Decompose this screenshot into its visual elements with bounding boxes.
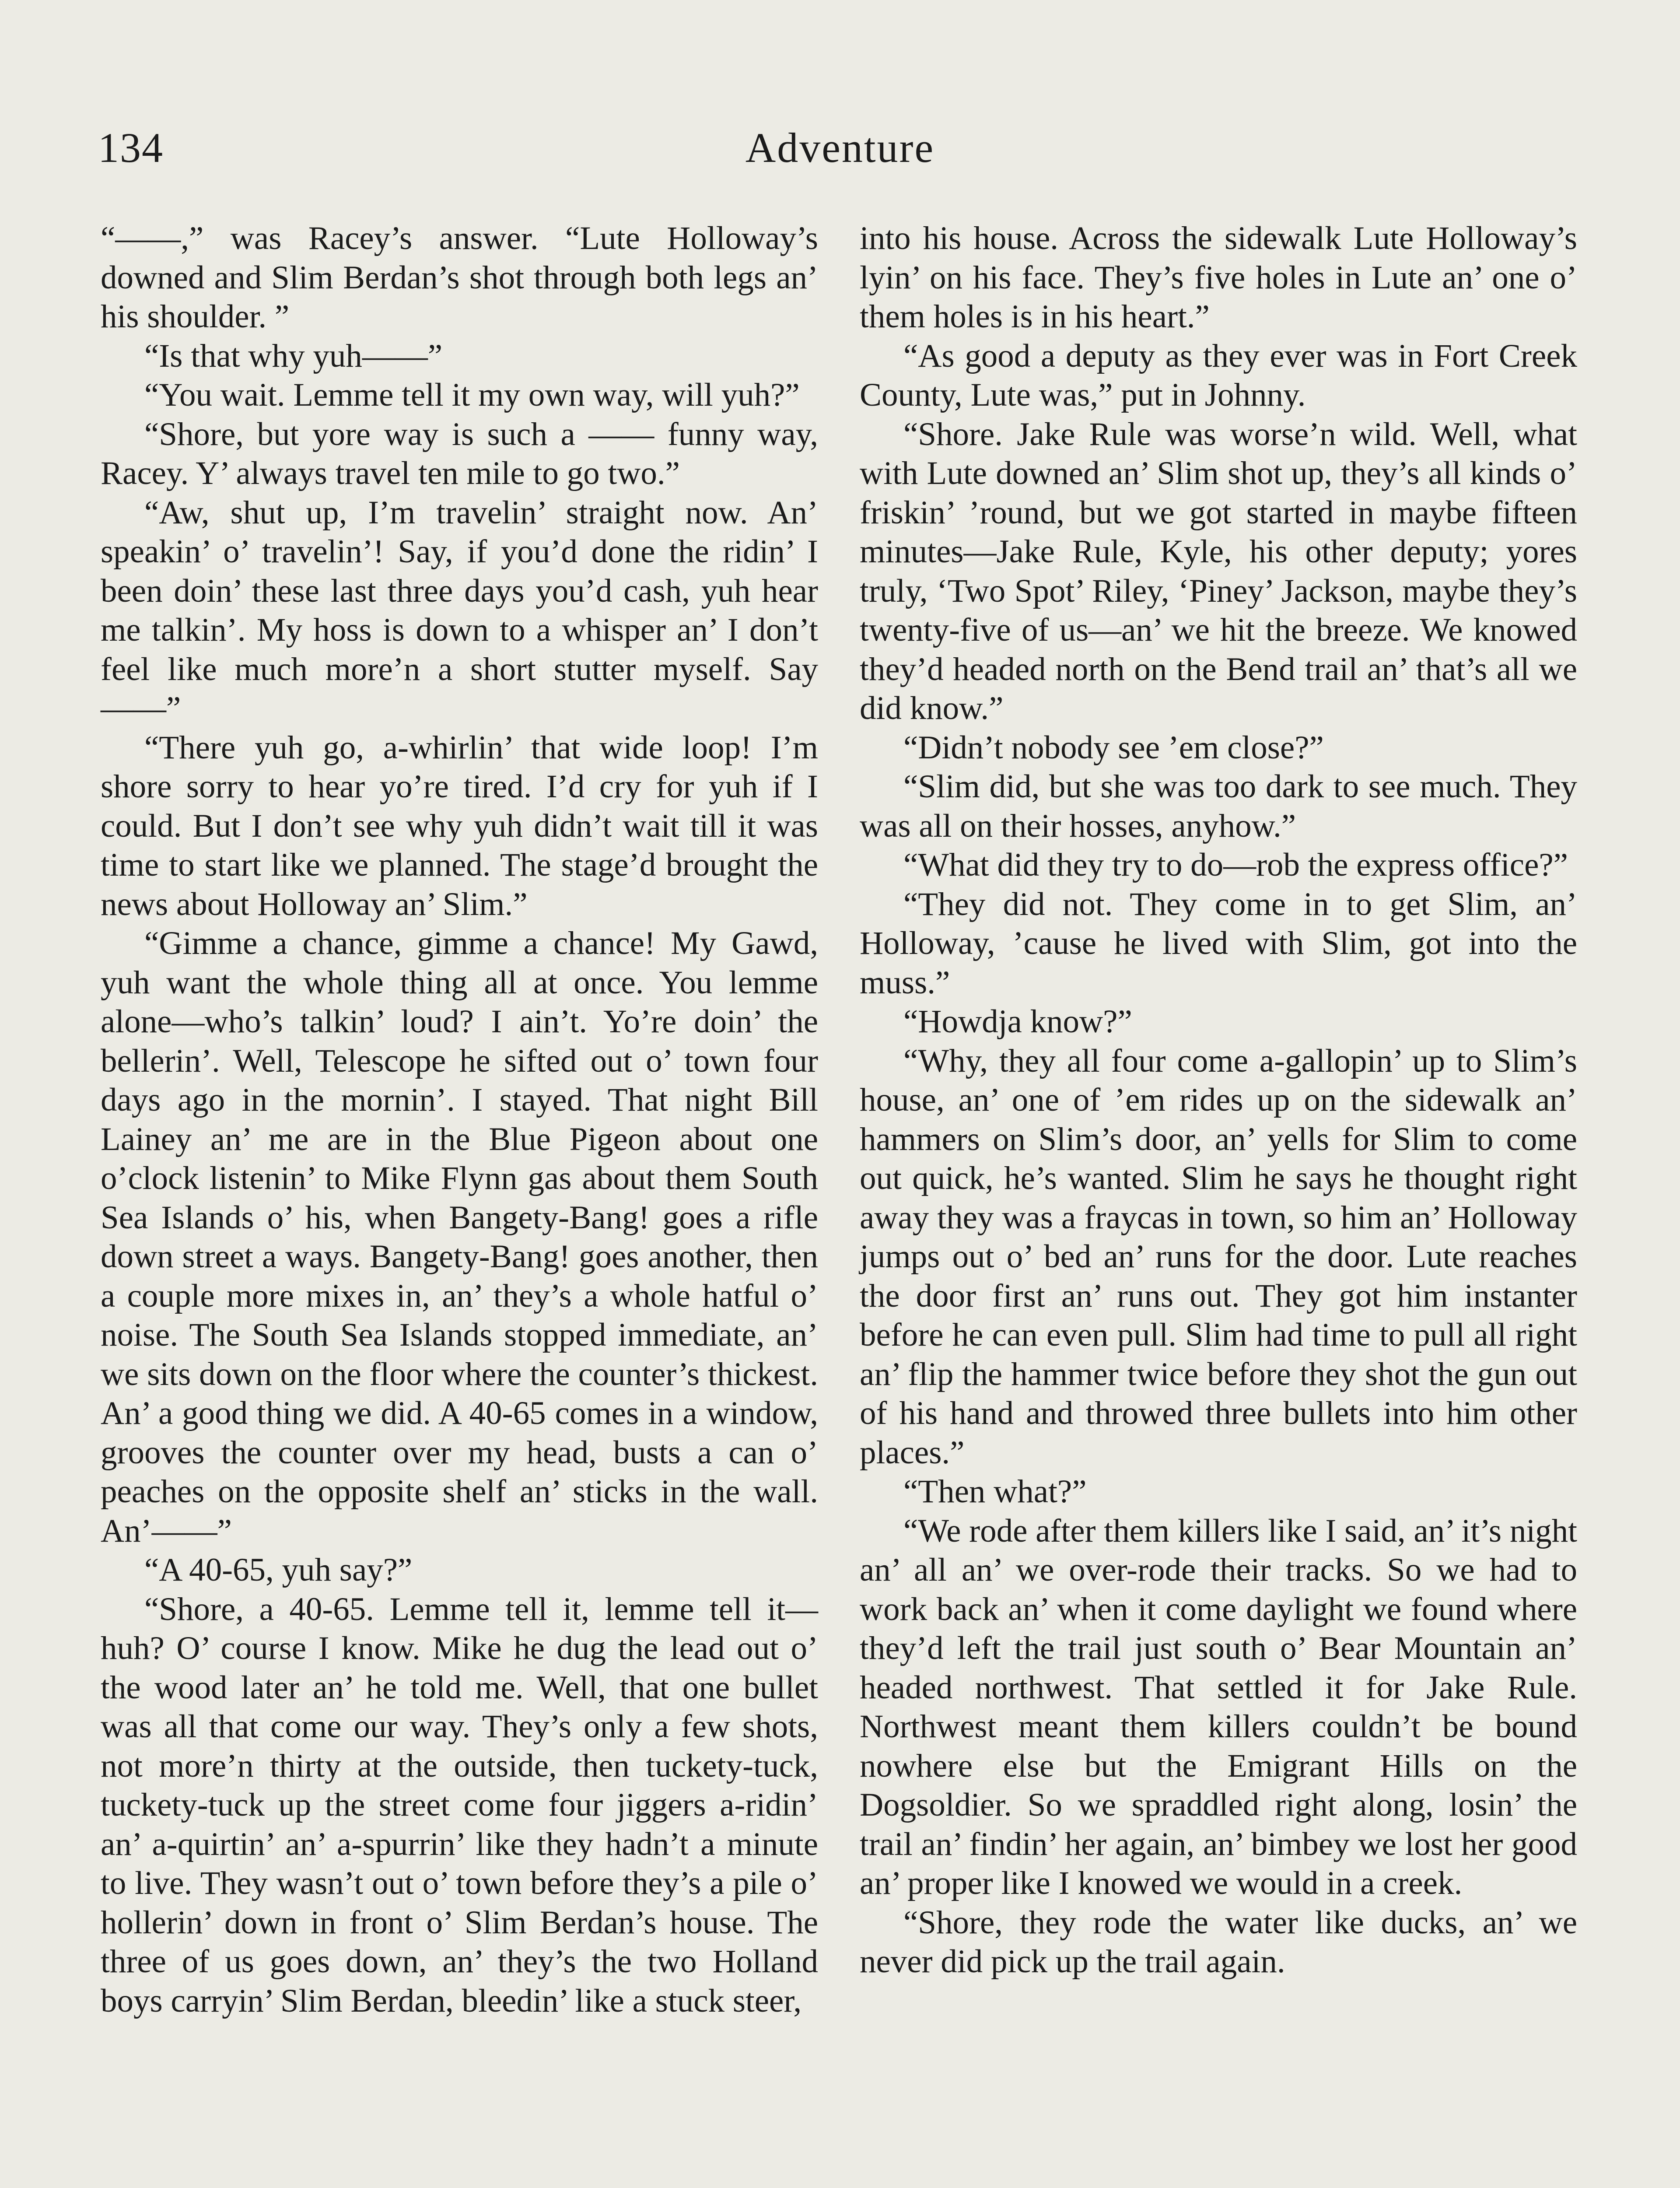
right-column <box>860 219 1577 1981</box>
paragraph: “Didn’t nobody see ’em close?” <box>903 729 1324 766</box>
paragraph: “Shore, they rode the water like ducks, an’ we never did pick up the trail again. <box>860 1904 1577 1980</box>
paragraph: “A 40-65, yuh say?” <box>144 1552 413 1588</box>
paragraph: “There yuh go, a-whirlin’ that wide loop! I’m shore sorry to hear yo’re tired. I’d cry for yuh if I could. But I don’t see why yuh didn’t wait till it was time to start like we planned. The stage’d brought the news about Holloway an’ Slim.” <box>101 729 818 922</box>
left-column <box>101 219 818 2020</box>
paragraph: “What did they try to do—rob the express office?” <box>903 847 1568 883</box>
paragraph: into his house. Across the sidewalk Lute Holloway’s lyin’ on his face. They’s five holes in Lute an’ one o’ them holes is in his heart.” <box>860 220 1577 335</box>
paragraph: “Slim did, but she was too dark to see much. They was all on their hosses, anyhow.” <box>860 768 1577 844</box>
paragraph: “——,” was Racey’s answer. “Lute Holloway’s downed and Slim Berdan’s shot through both legs an’ his shoulder. ” <box>101 220 818 335</box>
paragraph: “Aw, shut up, I’m travelin’ straight now. An’ speakin’ o’ travelin’! Say, if you’d done the ridin’ I been doin’ these last three days you’d cash, yuh hear me talkin’. My hoss is down to a whisper an’ I don’t feel like much more’n a short stutter myself. Say——” <box>101 494 818 726</box>
paragraph: “Then what?” <box>903 1473 1087 1510</box>
paragraph: “Shore, a 40-65. Lemme tell it, lemme tell it—huh? O’ course I know. Mike he dug the lead out o’ the wood later an’ he told me. Well, that one bullet was all that come our way. They’s only a few shots, not more’n thirty at the outside, then tuckety-tuck, tuckety-tuck up the street come four jiggers a-ridin’ an’ a-quirtin’ an’ a-spurrin’ like they hadn’t a minute to live. They wasn’t out o’ town before they’s a pile o’ hollerin’ down in front o’ Slim Berdan’s house. The three of us goes down, an’ they’s the two Holland boys carryin’ Slim Berdan, bleedin’ like a stuck steer, <box>101 1591 818 2019</box>
paragraph: “Shore, but yore way is such a —— funny way, Racey. Y’ always travel ten mile to go two.” <box>101 416 818 491</box>
paragraph: “Is that why yuh——” <box>144 337 443 374</box>
paragraph: “Shore. Jake Rule was worse’n wild. Well, what with Lute downed an’ Slim shot up, they’s all kinds o’ friskin’ ’round, but we got started in maybe fifteen minutes—Jake Rule, Kyle, his other deputy; yores truly, ‘Two Spot’ Riley, ‘Piney’ Jackson, maybe they’s twenty-five of us—an’ we hit the breeze. We knowed they’d headed north on the Bend trail an’ that’s all we did know.” <box>860 416 1577 726</box>
page-number: 134 <box>98 124 164 171</box>
paragraph: “Why, they all four come a-gallopin’ up to Slim’s house, an’ one of ’em rides up on the sidewalk an’ hammers on Slim’s door, an’ yells for Slim to come out quick, he’s wanted. Slim he says he thought right away they was a fraycas in town, so him an’ Holloway jumps out o’ bed an’ runs for the door. Lute reaches the door first an’ runs out. They got him instanter before he can even pull. Slim had time to pull all right an’ flip the hammer twice before they shot the gun out of his hand and throwed three bullets into him other places.” <box>860 1042 1577 1471</box>
running-head-title: Adventure <box>745 124 935 171</box>
paragraph: “We rode after them killers like I said, an’ it’s night an’ all an’ we over-rode their tracks. So we had to work back an’ when it come daylight we found where they’d left the trail just south o’ Bear Mountain an’ headed northwest. That settled it for Jake Rule. Northwest meant them killers couldn’t be bound nowhere else but the Emigrant Hills on the Dogsoldier. So we spraddled right along, losin’ the trail an’ findin’ her again, an’ bimbey we lost her good an’ proper like I knowed we would in a creek. <box>860 1512 1577 1901</box>
paragraph: “Gimme a chance, gimme a chance! My Gawd, yuh want the whole thing all at once. You lemme alone—who’s talkin’ loud? I ain’t. Yo’re doin’ the bellerin’. Well, Telescope he sifted out o’ town four days ago in the mornin’. I stayed. That night Bill Lainey an’ me are in the Blue Pigeon about one o’clock listenin’ to Mike Flynn gas about them South Sea Islands o’ his, when Bangety-Bang! goes a rifle down street a ways. Bangety-Bang! goes another, then a couple more mixes in, an’ they’s a whole hatful o’ noise. The South Sea Islands stopped immediate, an’ we sits down on the floor where the counter’s thickest. An’ a good thing we did. A 40-65 comes in a window, grooves the counter over my head, busts a can o’ peaches on the opposite shelf an’ sticks in the wall. An’——” <box>101 925 818 1549</box>
paragraph: “They did not. They come in to get Slim, an’ Holloway, ’cause he lived with Slim, got into the muss.” <box>860 886 1577 1001</box>
paragraph: “You wait. Lemme tell it my own way, will yuh?” <box>144 377 800 413</box>
paragraph: “Howdja know?” <box>903 1003 1132 1040</box>
paragraph: “As good a deputy as they ever was in Fort Creek County, Lute was,” put in Johnny. <box>860 337 1577 413</box>
